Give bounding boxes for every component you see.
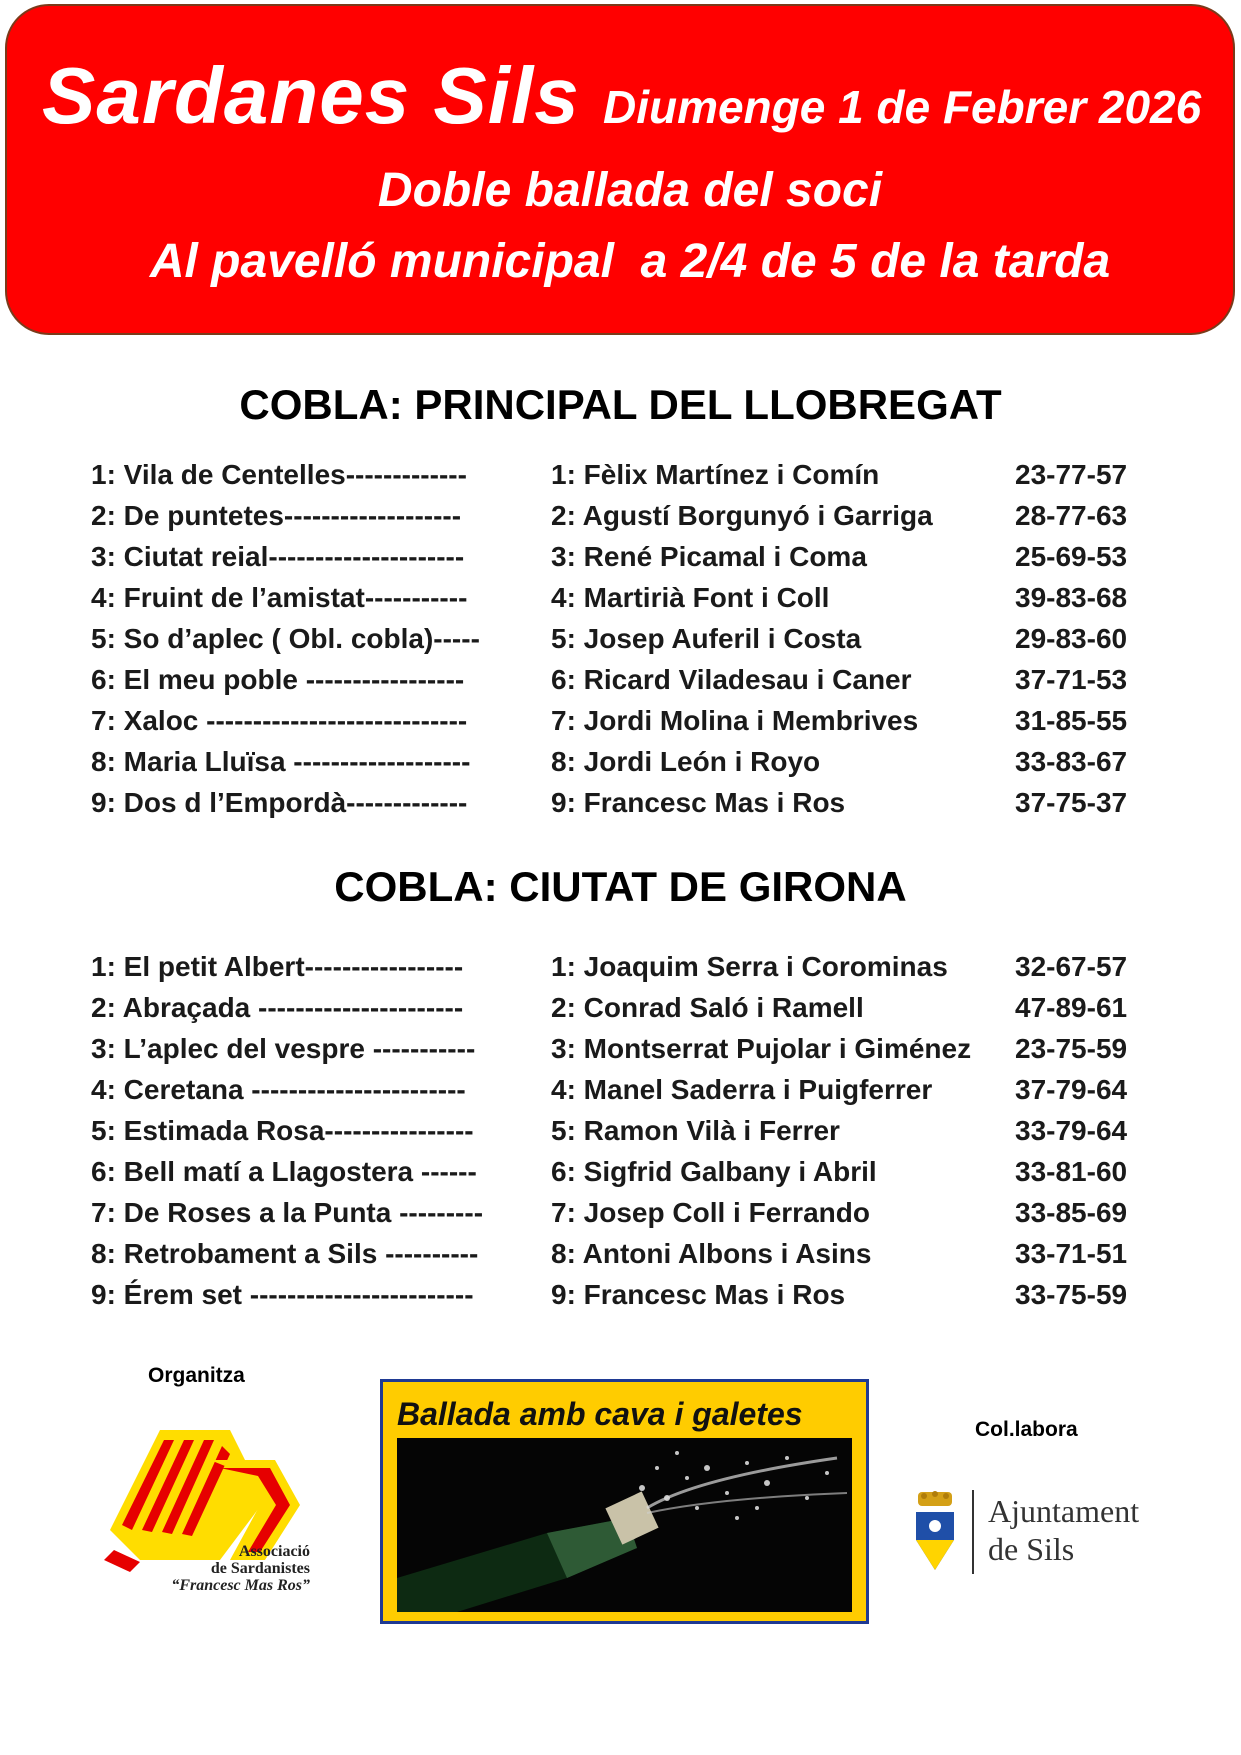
score-code: 32-67-57 <box>1015 951 1128 982</box>
assoc-line2: de Sardanistes <box>210 1560 310 1577</box>
composer-name: 5: Ramon Vilà i Ferrer <box>551 1115 840 1146</box>
sardana-title: 3: Ciutat reial--------------------- <box>91 541 465 572</box>
composer-name: 2: Agustí Borgunyó i Garriga <box>551 500 933 531</box>
assoc-name <box>110 1543 310 1594</box>
sardana-title: 5: Estimada Rosa---------------- <box>91 1115 474 1146</box>
program-row <box>0 741 1241 782</box>
sardana-title: 9: Érem set ------------------------ <box>91 1279 474 1310</box>
ajuntament-name <box>988 1492 1139 1568</box>
program-row <box>0 454 1241 495</box>
program-row <box>0 700 1241 741</box>
program-row <box>0 1151 1241 1192</box>
cobla1-list <box>0 454 1241 823</box>
event-title <box>42 50 1201 153</box>
sardana-title: 7: Xaloc ---------------------------- <box>91 705 468 736</box>
program-row <box>0 1110 1241 1151</box>
cava-label: Ballada amb cava i galetes <box>397 1396 803 1432</box>
sardana-title: 4: Ceretana ----------------------- <box>91 1074 466 1105</box>
event-date: Diumenge 1 de Febrer 2026 <box>602 81 1202 133</box>
composer-name: 6: Sigfrid Galbany i Abril <box>551 1156 877 1187</box>
composer-name: 9: Francesc Mas i Ros <box>551 787 846 818</box>
sardana-title: 2: De puntetes------------------- <box>91 500 462 531</box>
cobla2-list <box>0 946 1241 1315</box>
score-code: 33-75-59 <box>1015 1279 1128 1310</box>
score-code: 23-75-59 <box>1015 1033 1128 1064</box>
program-row <box>0 1233 1241 1274</box>
event-title-name: Sardanes Sils <box>42 51 580 140</box>
composer-name: 5: Josep Auferil i Costa <box>551 623 862 654</box>
sardana-title: 8: Retrobament a Sils ---------- <box>91 1238 479 1269</box>
composer-name: 3: René Picamal i Coma <box>551 541 867 572</box>
score-code: 25-69-53 <box>1015 541 1128 572</box>
coat-of-arms-icon <box>912 1490 958 1574</box>
program-row <box>0 1028 1241 1069</box>
score-code: 33-81-60 <box>1015 1156 1128 1187</box>
program-row <box>0 495 1241 536</box>
sardana-title: 1: El petit Albert----------------- <box>91 951 464 982</box>
score-code: 37-75-37 <box>1015 787 1128 818</box>
champagne-bottle-icon <box>397 1438 852 1612</box>
program-row <box>0 618 1241 659</box>
program-row <box>0 782 1241 823</box>
assoc-line3: “Francesc Mas Ros” <box>171 1577 310 1594</box>
score-code: 37-71-53 <box>1015 664 1128 695</box>
score-code: 29-83-60 <box>1015 623 1128 654</box>
score-code: 23-77-57 <box>1015 459 1128 490</box>
composer-name: 7: Josep Coll i Ferrando <box>551 1197 870 1228</box>
colabora-label: Col.labora <box>975 1418 1078 1441</box>
composer-name: 4: Martirià Font i Coll <box>551 582 830 613</box>
program-row <box>0 946 1241 987</box>
sardana-title: 8: Maria Lluïsa ------------------- <box>91 746 471 777</box>
cobla1-title: COBLA: PRINCIPAL DEL LLOBREGAT <box>239 381 1002 428</box>
program-row <box>0 1069 1241 1110</box>
program-row <box>0 659 1241 700</box>
event-location: Al pavelló municipal a 2/4 de 5 de la tarda <box>149 235 1111 288</box>
sardana-title: 4: Fruint de l’amistat----------- <box>91 582 468 613</box>
composer-name: 8: Jordi León i Royo <box>551 746 821 777</box>
sardana-title: 6: Bell matí a Llagostera ------ <box>91 1156 477 1187</box>
header-banner <box>5 4 1235 335</box>
program-row <box>0 987 1241 1028</box>
event-subtitle: Doble ballada del soci <box>377 164 883 217</box>
composer-name: 7: Jordi Molina i Membrives <box>551 705 919 736</box>
sardana-title: 1: Vila de Centelles------------- <box>91 459 467 490</box>
composer-name: 3: Montserrat Pujolar i Giménez <box>551 1033 972 1064</box>
ajuntament-line1: Ajuntament <box>988 1493 1140 1529</box>
sardana-title: 9: Dos d l’Empordà------------- <box>91 787 468 818</box>
sardana-title: 2: Abraçada ---------------------- <box>91 992 464 1023</box>
cava-box <box>380 1379 869 1624</box>
sardana-title: 3: L’aplec del vespre ----------- <box>91 1033 476 1064</box>
composer-name: 6: Ricard Viladesau i Caner <box>551 664 912 695</box>
composer-name: 1: Fèlix Martínez i Comín <box>551 459 880 490</box>
program-row <box>0 536 1241 577</box>
score-code: 33-71-51 <box>1015 1238 1128 1269</box>
score-code: 47-89-61 <box>1015 992 1128 1023</box>
program-row <box>0 1274 1241 1315</box>
sardana-title: 6: El meu poble ----------------- <box>91 664 465 695</box>
organitza-label: Organitza <box>148 1364 245 1387</box>
score-code: 33-79-64 <box>1015 1115 1128 1146</box>
score-code: 33-83-67 <box>1015 746 1128 777</box>
sardana-title: 5: So d’aplec ( Obl. cobla)----- <box>91 623 480 654</box>
composer-name: 1: Joaquim Serra i Corominas <box>551 951 948 982</box>
composer-name: 8: Antoni Albons i Asins <box>551 1238 872 1269</box>
score-code: 39-83-68 <box>1015 582 1128 613</box>
score-code: 31-85-55 <box>1015 705 1128 736</box>
assoc-line1: Associació <box>238 1543 310 1560</box>
score-code: 37-79-64 <box>1015 1074 1128 1105</box>
program-row <box>0 1192 1241 1233</box>
score-code: 28-77-63 <box>1015 500 1128 531</box>
score-code: 33-85-69 <box>1015 1197 1128 1228</box>
composer-name: 9: Francesc Mas i Ros <box>551 1279 846 1310</box>
composer-name: 2: Conrad Saló i Ramell <box>551 992 864 1023</box>
ajuntament-line2: de Sils <box>988 1531 1075 1567</box>
cobla2-title: COBLA: CIUTAT DE GIRONA <box>334 863 907 910</box>
sardana-title: 7: De Roses a la Punta --------- <box>91 1197 484 1228</box>
ajuntament-divider <box>972 1490 974 1574</box>
composer-name: 4: Manel Saderra i Puigferrer <box>551 1074 933 1105</box>
program-row <box>0 577 1241 618</box>
